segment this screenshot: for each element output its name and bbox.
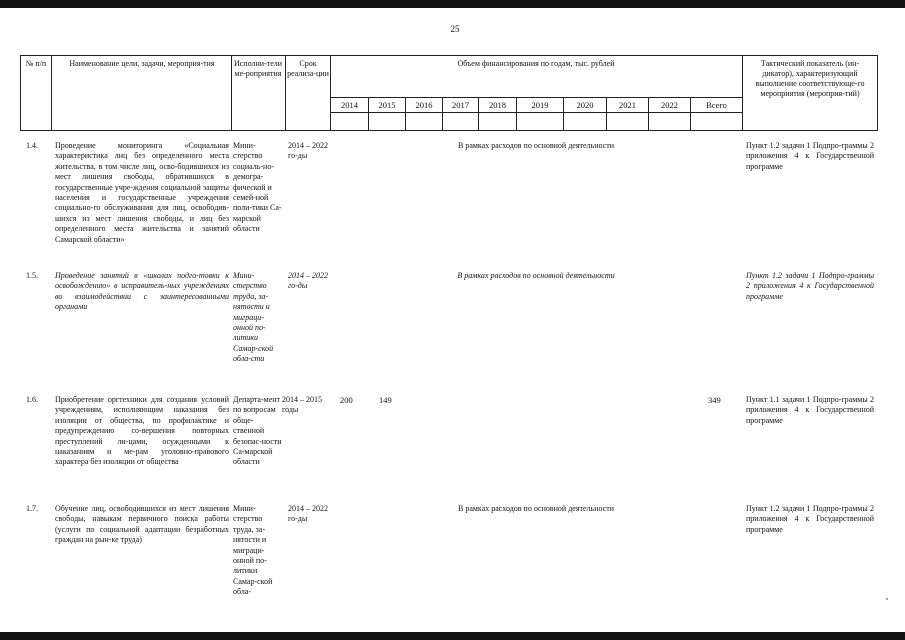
year-2015: 2015 <box>378 100 396 110</box>
year-2019: 2019 <box>531 100 549 110</box>
scan-bottom-border <box>0 632 905 640</box>
row-indicator: Пункт 1.1 задачи 1 Подпро-граммы 2 приложения 4 к Государственной программе <box>746 395 874 425</box>
year-2021: 2021 <box>619 100 636 110</box>
scan-top-border <box>0 0 905 8</box>
row-indicator: Пункт 1.2 задачи 1 Подпро-граммы 2 приложения 4 к Государственной программе <box>746 504 874 534</box>
header-num: № п/п <box>25 59 47 68</box>
row-term: 2014 – 2022 го-ды <box>288 271 328 291</box>
header-name: Наименование цели, задачи, мероприя-тия <box>69 59 215 68</box>
header-term: Срок реализа-ции <box>287 59 329 78</box>
page-number: 25 <box>450 24 460 34</box>
row-funding-note: В рамках расходов по основной деятельности <box>457 141 615 150</box>
year-2018: 2018 <box>489 100 506 110</box>
header-executors: Исполни-тели ме-роприятия <box>233 59 283 78</box>
row-term: 2014 – 2022 го-ды <box>288 504 328 524</box>
row-number: 1.7. <box>26 504 38 513</box>
row-name: Проведение мониторинга «Социальная характеристика лиц без определенного места жительства, в том числе лиц, осво-бодившихся из мест лишения свободы, обратившихся в государственные учре-ждения социальной защиты населения и государственные учреждения социально-го обслуживания для лиц, освободив-шихся из мест лишения свободы, и лиц без определенного места жительства и занятий Самарской области» <box>55 141 229 244</box>
row-term: 2014 – 2015 годы <box>282 395 322 415</box>
year-2016: 2016 <box>415 100 433 110</box>
row-executor: Мини-стерство труда, за-нятости и миграци-онной по-литики Самар-ской обла- <box>233 504 273 597</box>
row-value-2015: 149 <box>379 395 392 405</box>
scan-speck <box>886 598 888 600</box>
row-name: Обучение лиц, освободившихся из мест лишения свободы, навыкам первичного поиска работы (услуги по социальной адаптации безработных граждан на рын-ке труда) <box>55 504 229 545</box>
row-name: Приобретение оргтехники для создания условий учреждениям, исполняющим наказания без изоляции от общества, по профилактике и предупреждению со-вершения повторных преступлений ли-цами, осужденными к наказаниям и ме-рам уголовно-правового характера без изоляции от общества <box>55 395 229 467</box>
row-term: 2014 – 2022 го-ды <box>288 141 328 161</box>
header-financing: Объем финансирования по годам, тыс. рублей <box>457 59 615 68</box>
year-2022: 2022 <box>661 100 678 110</box>
row-executor: Мини-стерство социаль-но-демогра-фической и семей-ной поли-тики Са-марской области <box>233 141 282 234</box>
row-indicator: Пункт 1.2 задачи 1 Подпро-граммы 2 приложения 4 к Государственной программе <box>746 271 874 301</box>
row-executor: Департа-мент по вопросам обще-ственной безопас-ности Са-марской области <box>233 395 282 467</box>
row-number: 1.6. <box>26 395 38 404</box>
row-funding-note: В рамках расходов по основной деятельности <box>457 504 615 513</box>
row-name: Проведение занятий в «школах подго-товки к освобождению» в исправитель-ных учреждениях во взаимодействии с заинтересованными органами <box>55 271 229 312</box>
row-number: 1.5. <box>26 271 38 280</box>
row-value-2014: 200 <box>340 395 353 405</box>
row-number: 1.4. <box>26 141 38 150</box>
row-executor: Мини-стерство труда, за-нятости и миграци-онной по-литики Самар-ской обла-сти <box>233 271 274 364</box>
row-indicator: Пункт 1.2 задачи 1 Подпро-граммы 2 приложения 4 к Государственной программе <box>746 141 874 171</box>
year-2020: 2020 <box>576 100 594 110</box>
row-value-total: 349 <box>708 395 721 405</box>
header-indicator: Тактический показатель (ин-дикатор), характеризующий выполнение соответствующе-го мероприятия (мероприя-тий) <box>755 59 865 98</box>
year-2014: 2014 <box>341 100 358 110</box>
year-total: Всего <box>706 100 727 110</box>
year-2017: 2017 <box>452 100 469 110</box>
row-funding-note: В рамках расходов по основной деятельности <box>457 271 615 280</box>
